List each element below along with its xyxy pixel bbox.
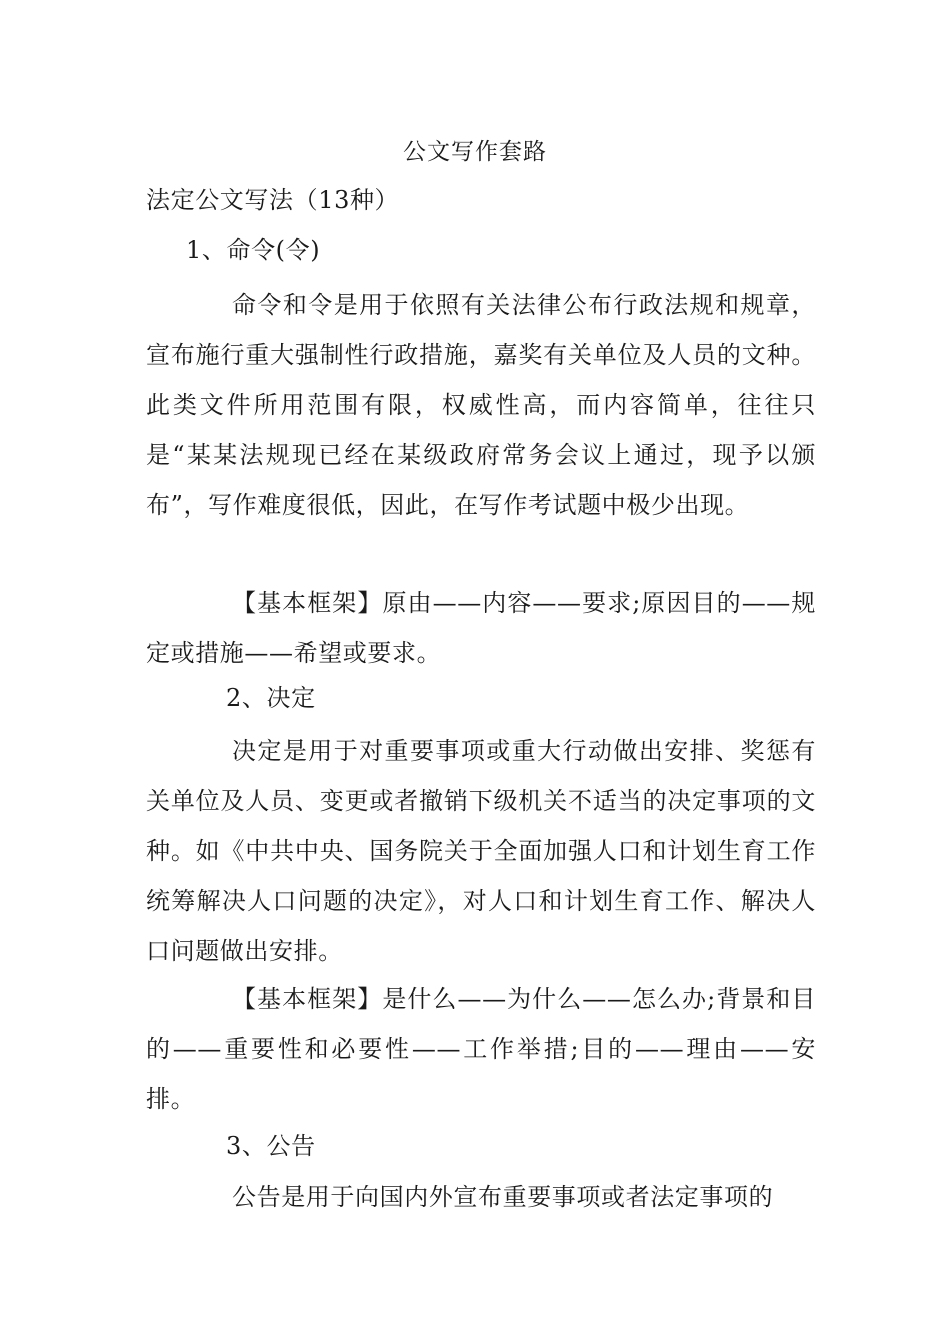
section-paragraph: 公告是用于向国内外宣布重要事项或者法定事项的: [232, 1183, 774, 1211]
document-title: 公文写作套路: [403, 139, 547, 165]
section-heading-decision: 2、决定: [226, 684, 316, 712]
document-subtitle: 法定公文写法（13种）: [146, 186, 400, 214]
section-heading-command: 1、命令(令): [186, 236, 321, 264]
section-paragraph: 决定是用于对重要事项或重大行动做出安排、奖惩有关单位及人员、变更或者撤销下级机关不适当的决定事项的文种。如《中共中央、国务院关于全面加强人口和计划生育工作统筹解决人口问题的决定》，对人口和计划生育工作、解决人口问题做出安排。: [146, 737, 816, 965]
section-paragraph: 命令和令是用于依照有关法律公布行政法规和规章，宣布施行重大强制性行政措施，嘉奖有关单位及人员的文种。此类文件所用范围有限，权威性高，而内容简单，往往只是“某某法规现已经在某级政府常务会议上通过，现予以颁布”，写作难度很低，因此，在写作考试题中极少出现。: [146, 291, 816, 519]
section-paragraph: 【基本框架】原由——内容——要求;原因目的——规定或措施——希望或要求。: [146, 589, 816, 667]
section-paragraph: 【基本框架】是什么——为什么——怎么办;背景和目的——重要性和必要性——工作举措;目的——理由——安排。: [146, 985, 816, 1113]
section-heading-announcement: 3、公告: [226, 1132, 316, 1160]
